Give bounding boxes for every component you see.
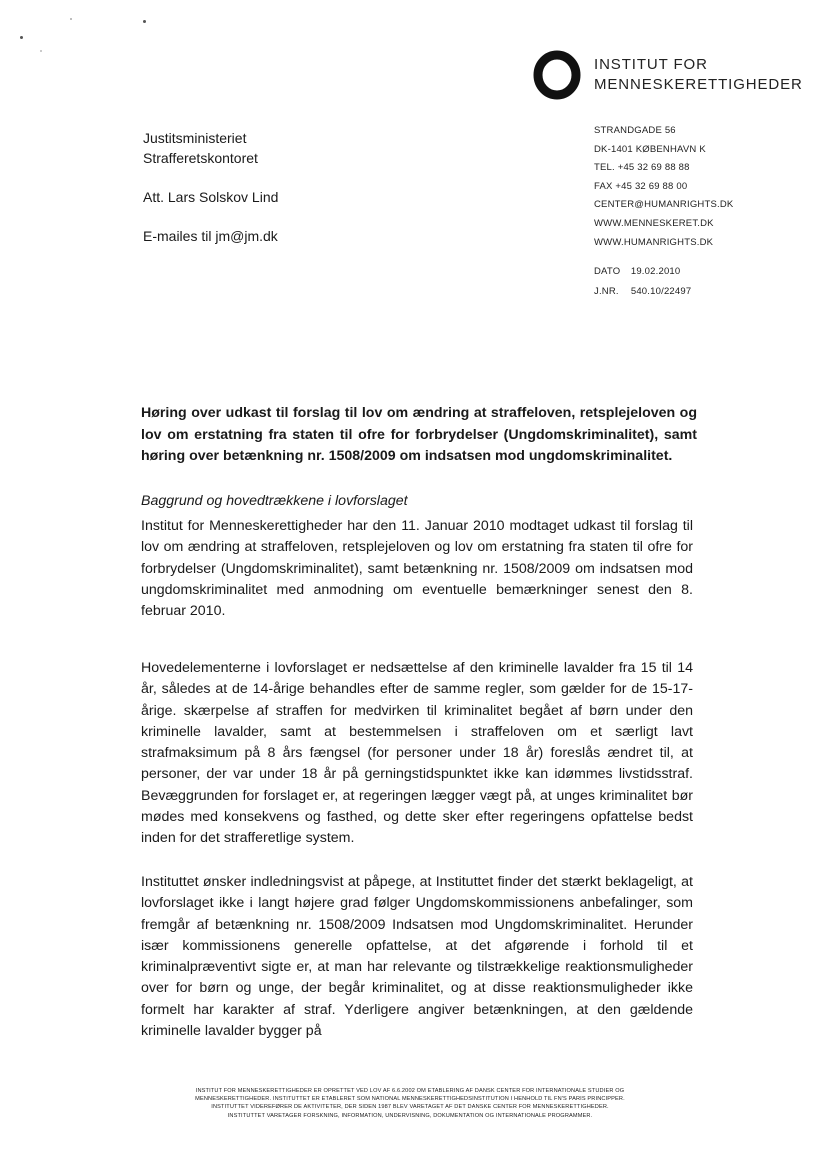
logo-line-2: MENNESKERETTIGHEDER xyxy=(594,76,803,93)
scan-speck xyxy=(20,36,23,39)
contact-address: STRANDGADE 56 xyxy=(594,125,676,136)
scan-speck xyxy=(40,50,42,52)
contact-web-2: WWW.HUMANRIGHTS.DK xyxy=(594,236,714,248)
footer-line-4: INSTITUTTET VARETAGER FORSKNING, INFORMATION, UNDERVISNING, DOKUMENTATION OG INTERNATIONALE PROGRAMMER. xyxy=(227,1112,593,1119)
contact-email: CENTER@HUMANRIGHTS.DK xyxy=(594,199,734,211)
ring-logo-icon xyxy=(532,50,582,100)
contact-postal: DK-1401 KØBENHAVN K xyxy=(594,143,706,155)
recipient-block xyxy=(143,128,278,246)
footer-line-2: MENNESKERETTIGHEDER. INSTITUTTET ER ETABLERET SOM NATIONAL MENNESKERETTIGHEDSINSTITUTION I HENHOLD TIL FN'S PARIS PRINCIPPER. xyxy=(195,1096,625,1103)
footer-line-1: INSTITUT FOR MENNESKERETTIGHEDER ER OPRETTET VED LOV AF 6.6.2002 OM ETABLERING AF DANSK CENTER FOR INTERNATIONALE STUDIER OG xyxy=(195,1088,625,1094)
contact-tel: TEL. +45 32 69 88 88 xyxy=(594,162,690,174)
footer-legal-text xyxy=(140,1087,680,1120)
letter-heading: Høring over udkast til forslag til lov om ændring at straffeloven, retsplejeloven og lov om erstatning fra staten til ofre for forbrydelser (Ungdomskriminalitet), samt høring over betænkning nr. 1508/2009 om indsatsen mod ungdomskriminalitet. xyxy=(141,405,697,464)
paragraph-3: Instituttet ønsker indledningsvist at påpege, at Instituttet finder det stærkt beklageligt, at lovforslaget ikke i langt højere grad følger Ungdomskommissionens anbefalinger, som fremgår af betænkning nr. 1508/2009 Indsatsen mod Ungdomskriminalitet. Herunder især kommissionens generelle opfattelse, at det afgørende i forhold til et kriminalpræventivt sigte er, at man har relevante og tilstrækkelige reaktionsmuligheder over for børn og unge, der begår kriminalitet, og at disse reaktionsmuligheder ikke formelt har karakter af straf. Yderligere angiver betænkningen, at den gældende kriminelle lavalder bygger på xyxy=(141,874,693,1040)
date-value: 19.02.2010 xyxy=(630,266,681,277)
jnr-row xyxy=(594,282,691,302)
institute-logo-text xyxy=(594,55,803,95)
jnr-value: 540.10/22497 xyxy=(630,286,692,297)
paragraph-2: Hovedelementerne i lovforslaget er nedsættelse af den kriminelle lavalder fra 15 til 14 år, således at de 14-årige behandles efter de samme regler, som gælder for de 15-17-årige. skærpelse af straffen for medvirken til kriminalitet begået af børn under den kriminelle lavalder, samt at bestemmelsen i straffeloven om et særligt lavt strafmaksimum på 8 års fængsel (for personer under 18 år) foreslås ændret til, at personer, der var under 18 år på gerningstidspunktet ikke kan idømmes livstidsstraf. Bevæggrunden for forslaget er, at regeringen lægger vægt på, at unges kriminalitet bør mødes med konsekvens og fasthed, og dette sker efter regeringens opfattelse bedst inden for det strafferetlige system. xyxy=(141,660,693,847)
section-subheading: Baggrund og hovedtrækkene i lovforslaget xyxy=(141,493,408,509)
footer-line-3: INSTITUTTET VIDEREFØRER DE AKTIVITETER, DER SIDEN 1987 BLEV VARETAGET AF DET DANSKE CENTER FOR MENNESKERETTIGHEDER. xyxy=(211,1104,609,1111)
contact-web-1: WWW.MENNESKERET.DK xyxy=(594,217,714,229)
logo-line-1: INSTITUT FOR xyxy=(594,56,708,73)
letter-meta xyxy=(594,262,691,302)
recipient-office: Strafferetskontoret xyxy=(143,150,258,166)
recipient-email: E-mailes til jm@jm.dk xyxy=(143,228,278,244)
contact-fax: FAX +45 32 69 88 00 xyxy=(594,180,688,192)
recipient-ministry: Justitsministeriet xyxy=(143,130,247,146)
scan-speck xyxy=(143,20,146,23)
contact-block xyxy=(594,122,733,252)
recipient-attention: Att. Lars Solskov Lind xyxy=(143,189,279,205)
date-label: DATO xyxy=(594,266,621,277)
scan-speck xyxy=(70,18,72,20)
paragraph-1: Institut for Menneskerettigheder har den 11. Januar 2010 modtaget udkast til forslag til lov om ændring at straffeloven, retsplejeloven og lov om erstatning fra staten til ofre for forbrydelser (Ungdomskriminalitet), samt betænkning nr. 1508/2009 om indsatsen mod ungdomskriminalitet med anmodning om eventuelle bemærkninger senest den 8. februar 2010. xyxy=(141,518,693,620)
date-row xyxy=(594,262,691,282)
jnr-label: J.NR. xyxy=(594,286,619,297)
